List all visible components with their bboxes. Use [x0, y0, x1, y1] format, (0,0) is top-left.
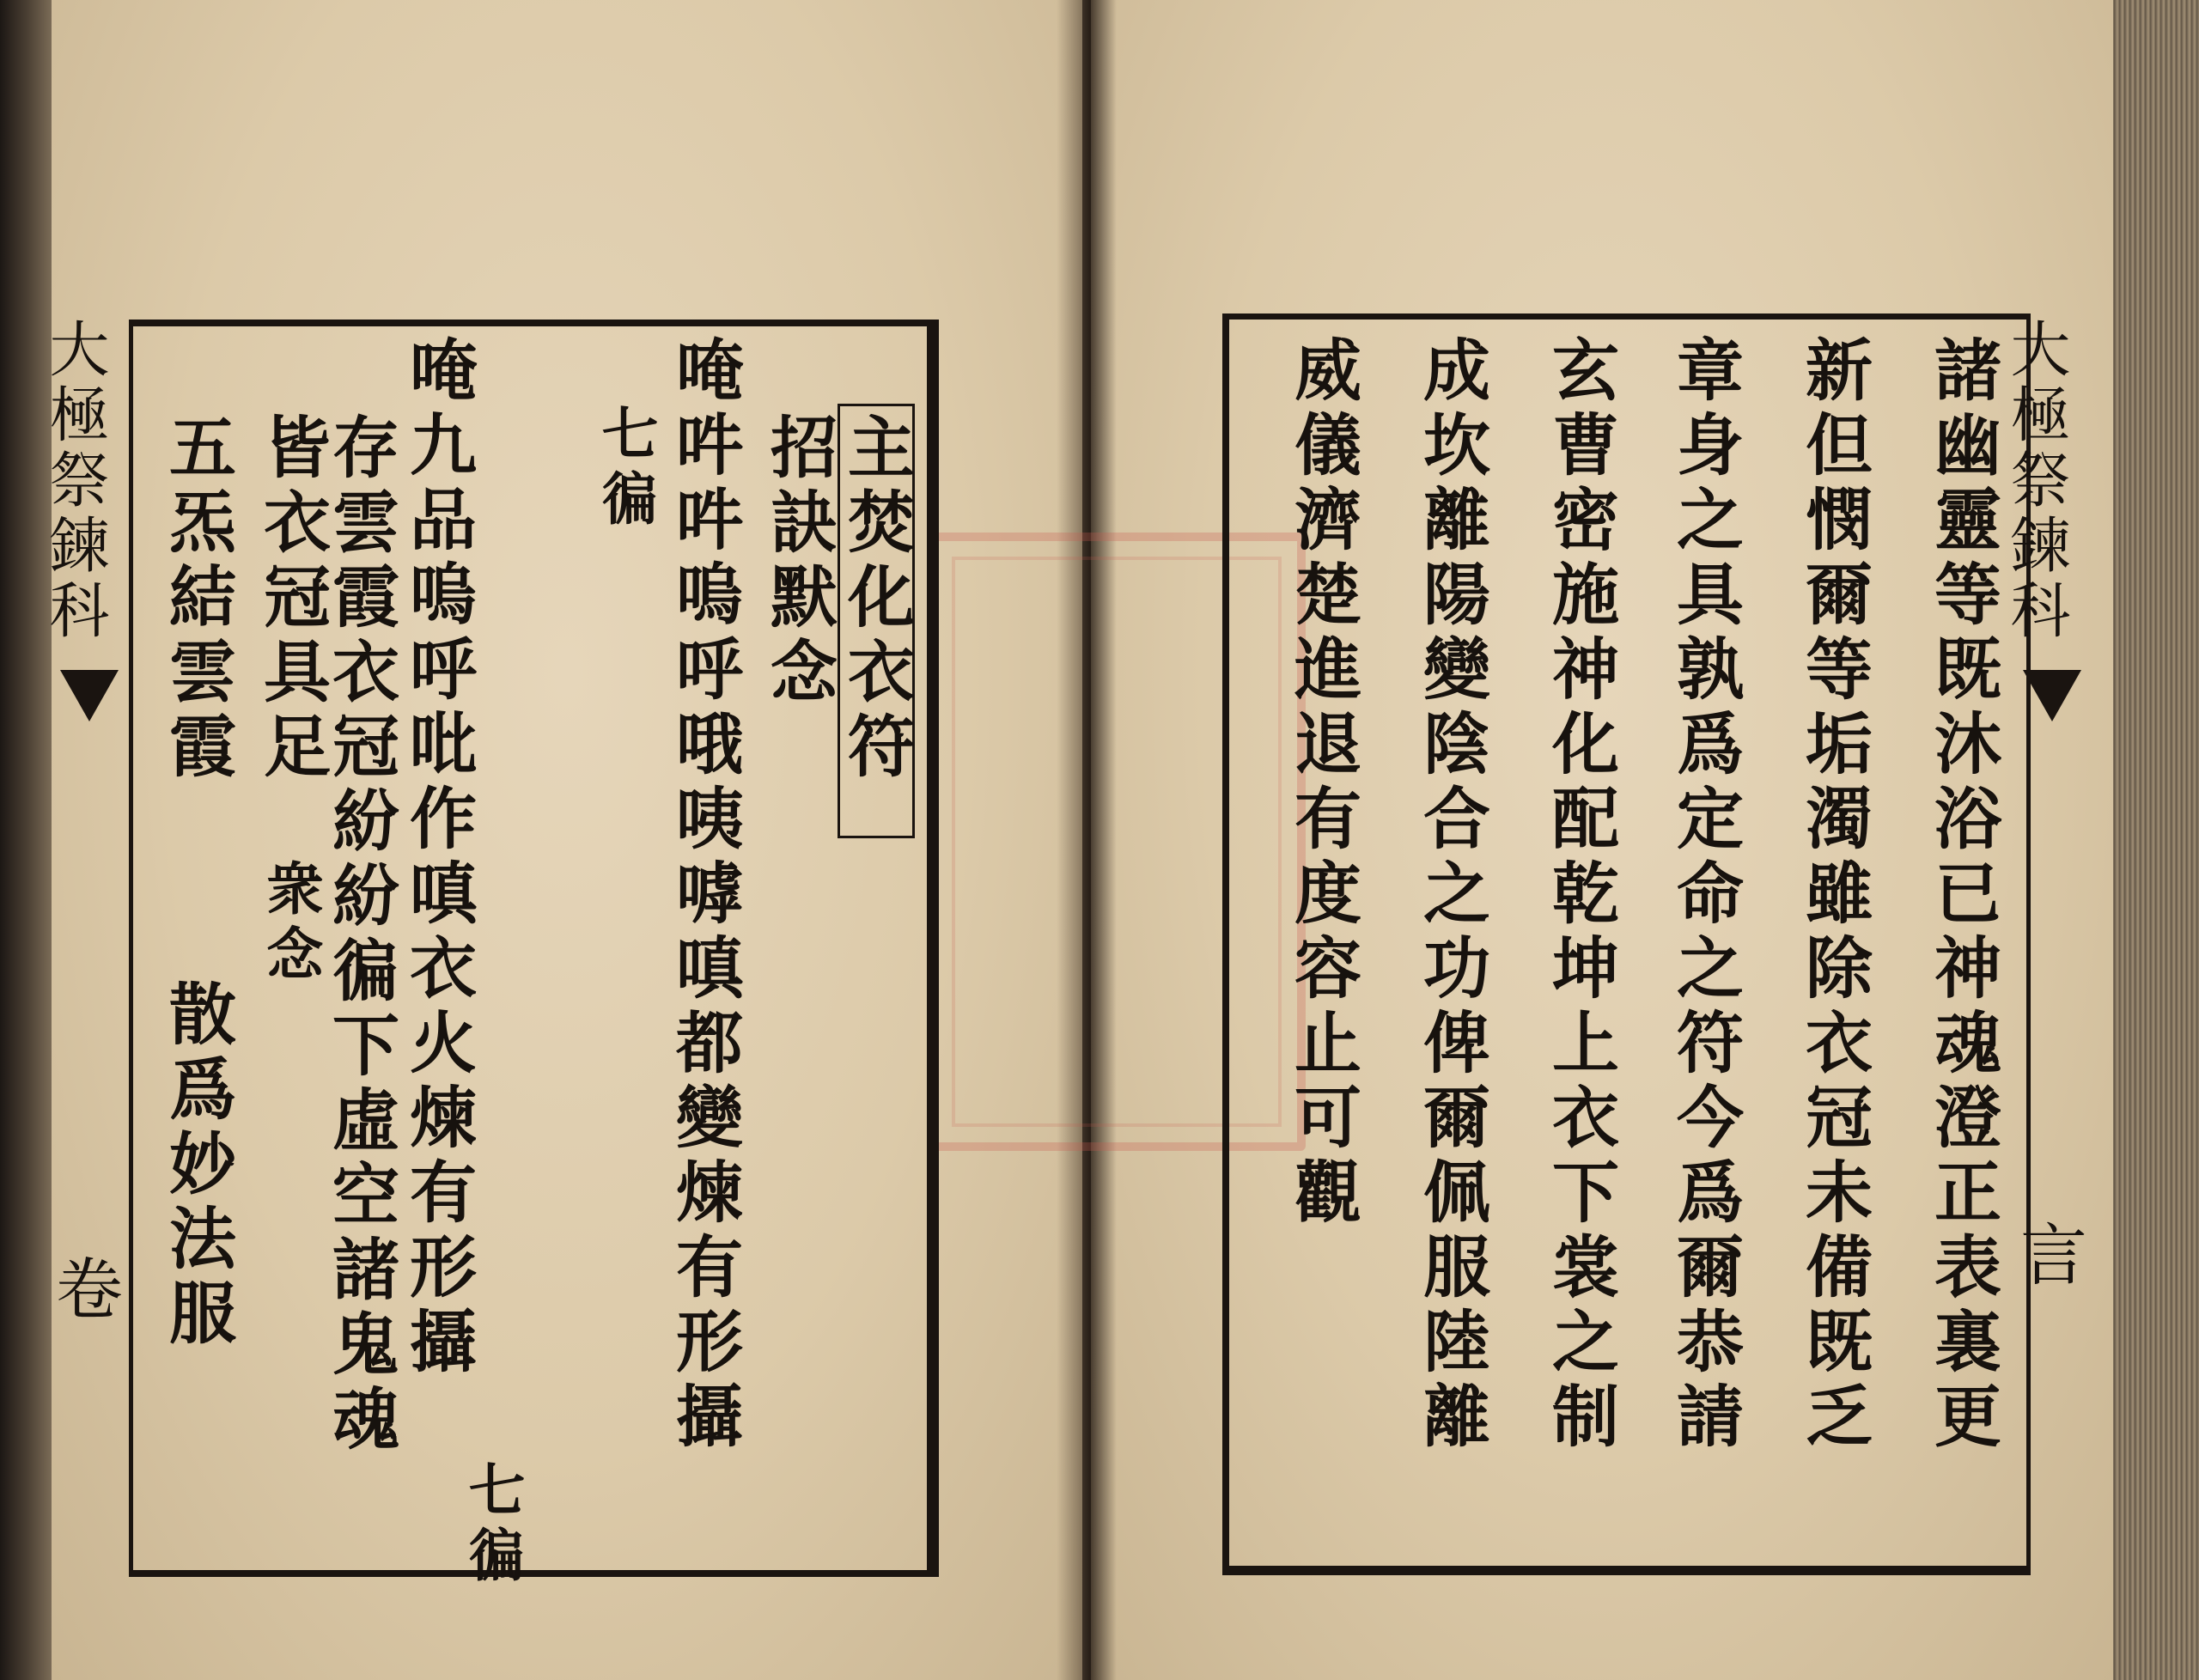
right-fishtail-mark — [2023, 670, 2081, 721]
left-column-3: 七徧 — [592, 404, 659, 534]
left-margin-title: 大極祭鍊科 — [40, 318, 110, 644]
right-column-4: 玄曹密施神化配乾坤上衣下裳之制 — [1541, 335, 1619, 1456]
left-column-4: 唵九品嗚呼吡作嗔衣火煉有形攝 — [399, 335, 477, 1381]
right-column-2: 新但憫爾等垢濁雖除衣冠未備既乏 — [1794, 335, 1873, 1456]
left-column-9: 五炁結雲霞 — [158, 412, 236, 786]
right-column-6: 威儀濟楚進退有度容止可觀 — [1283, 335, 1361, 1232]
left-column-7: 皆衣冠具足 — [253, 412, 331, 786]
right-margin-page-number: 言 — [2009, 1220, 2086, 1294]
right-column-5: 成坎離陽變陰合之功俾爾佩服陸離 — [1412, 335, 1490, 1456]
right-column-3: 章身之具孰爲定命之符今爲爾恭請 — [1666, 335, 1744, 1456]
right-margin-title: 大極祭鍊科 — [2001, 318, 2071, 644]
book-page-stack-edge — [2105, 0, 2199, 1680]
right-column-1: 諸幽靈等既沐浴已神魂澄正表裏更 — [1923, 335, 2001, 1456]
left-column-5: 七徧 — [459, 1460, 526, 1591]
left-margin-page-number: 卷 — [45, 1254, 122, 1329]
left-column-10: 散爲妙法服 — [158, 979, 236, 1353]
left-column-1: 招訣默念 — [759, 412, 838, 711]
left-column-8: 衆念 — [257, 859, 324, 989]
left-fishtail-mark — [60, 670, 119, 721]
caption-text: 主焚化衣符 — [837, 412, 915, 786]
left-column-2: 唵吽吽嗚呼哦咦嘑嗔都變煉有形攝 — [665, 335, 743, 1456]
left-column-6: 存雲霞衣冠紛紛徧下虛空諸鬼魂 — [321, 412, 399, 1458]
